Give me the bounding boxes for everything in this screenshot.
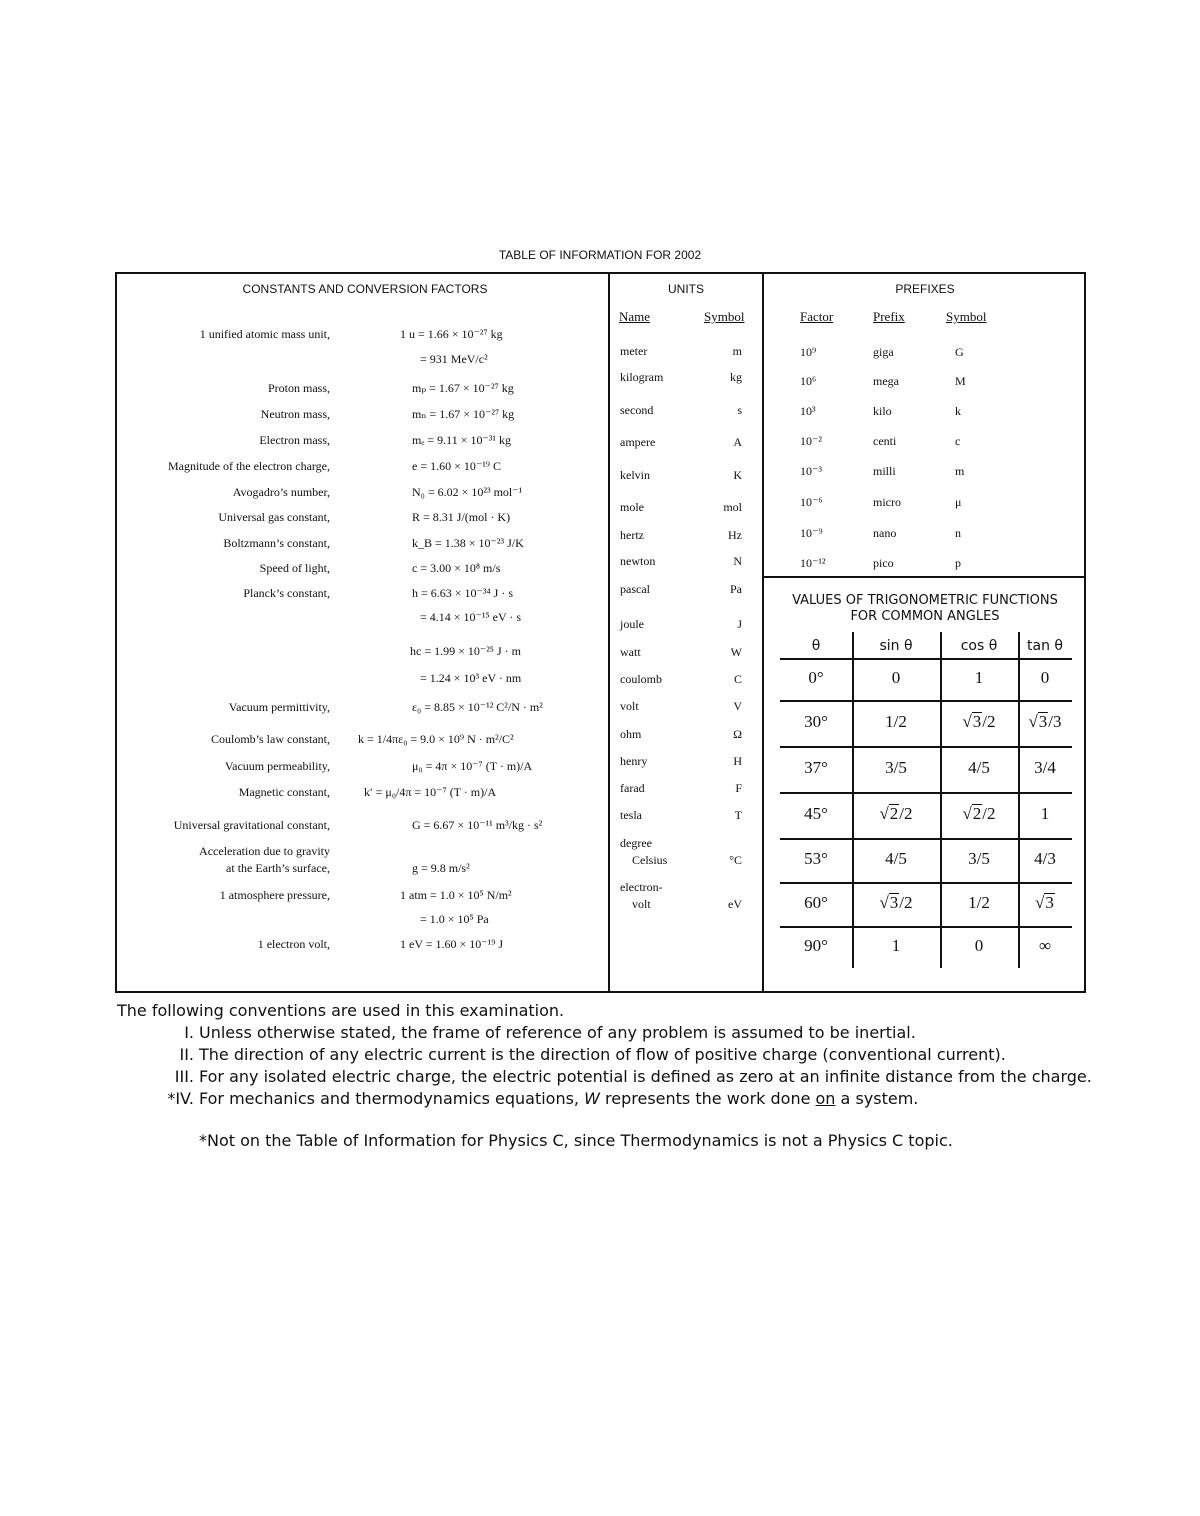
constant-label: 1 electron volt, xyxy=(257,937,330,951)
fraction-rest: /2 xyxy=(899,804,913,823)
unit-symbol: K xyxy=(733,468,742,482)
constant-label: Universal gravitational constant, xyxy=(173,818,330,832)
prefix-factor: 10⁶ xyxy=(800,374,817,388)
prefixes-col-factor: Factor xyxy=(800,309,834,324)
sqrt-symbol: √ xyxy=(879,893,889,912)
fraction-rest: /3 xyxy=(1048,712,1062,731)
divider-constants-units xyxy=(608,272,610,993)
unit-symbol: Hz xyxy=(728,528,742,542)
radicand: 3 xyxy=(1038,712,1048,731)
constant-label: Vacuum permittivity, xyxy=(228,700,330,714)
constant-label: Vacuum permeability, xyxy=(224,759,330,773)
units-col-symbol: Symbol xyxy=(704,309,745,324)
trig-cell: 1 xyxy=(1040,804,1050,823)
constant-label: Neutron mass, xyxy=(260,407,330,421)
conventions-intro: The following conventions are used in this examination. xyxy=(117,1001,565,1020)
conventions-footnote: *Not on the Table of Information for Physics C, since Thermodynamics is not a Physics C topic. xyxy=(199,1131,953,1150)
trig-cell: 37° xyxy=(804,758,828,777)
prefix-symbol: m xyxy=(955,464,965,478)
constant-value: ε₀ = 8.85 × 10⁻¹² C²/N · m² xyxy=(412,700,543,714)
prefix-name: mega xyxy=(873,374,899,388)
unit-name: kelvin xyxy=(620,468,650,482)
constant-value: g = 9.8 m/s² xyxy=(412,861,470,875)
prefix-symbol: G xyxy=(955,345,964,359)
radicand: 3 xyxy=(1045,893,1054,912)
constant-label: Magnitude of the electron charge, xyxy=(167,459,330,473)
constant-value: 1 atm = 1.0 × 10⁵ N/m² xyxy=(400,888,512,902)
trig-title-line2: FOR COMMON ANGLES xyxy=(850,609,1000,624)
trig-cell xyxy=(940,712,1018,732)
unit-symbol: m xyxy=(732,344,742,358)
trig-grid-line xyxy=(780,746,1072,748)
sqrt-symbol: √ xyxy=(962,712,972,731)
trig-cell: 3/5 xyxy=(968,849,990,868)
convention-text-mid: represents the work done xyxy=(605,1089,811,1108)
units-header: UNITS xyxy=(668,282,704,296)
constant-value: μ₀ = 4π × 10⁻⁷ (T · m)/A xyxy=(412,759,533,773)
trig-cell: 45° xyxy=(804,804,828,823)
constant-label: Universal gas constant, xyxy=(218,510,330,524)
constant-label: Coulomb’s law constant, xyxy=(211,732,330,746)
trig-title-line1: VALUES OF TRIGONOMETRIC FUNCTIONS xyxy=(792,593,1058,608)
fraction-rest: /2 xyxy=(899,893,913,912)
trig-cell: 0 xyxy=(974,936,984,955)
constant-value: mₑ = 9.11 × 10⁻³¹ kg xyxy=(412,433,512,447)
sqrt-symbol: √ xyxy=(1028,712,1038,731)
prefixes-header: PREFIXES xyxy=(895,282,955,296)
trig-cell: 30° xyxy=(804,712,828,731)
unit-name: coulomb xyxy=(620,672,662,686)
prefixes-col-symbol: Symbol xyxy=(946,309,987,324)
unit-symbol: kg xyxy=(730,370,742,384)
sqrt-symbol: √ xyxy=(879,804,889,823)
unit-symbol: F xyxy=(735,781,742,795)
prefix-name: micro xyxy=(873,495,901,509)
sqrt-symbol: √ xyxy=(1035,893,1045,912)
constant-value: hc = 1.99 × 10⁻²⁵ J · m xyxy=(410,644,521,658)
unit-symbol: W xyxy=(730,645,742,659)
unit-name: meter xyxy=(620,344,648,358)
convention-text-after: a system. xyxy=(840,1089,919,1108)
constant-label: Planck’s constant, xyxy=(243,586,330,600)
unit-name: farad xyxy=(620,781,645,795)
constant-label: Avogadro’s number, xyxy=(232,485,330,499)
trig-cell: 0 xyxy=(891,668,901,687)
trig-header: sin θ xyxy=(879,638,913,654)
trig-cell: ∞ xyxy=(1038,936,1052,955)
constant-label: Magnetic constant, xyxy=(238,785,330,799)
constant-label: 1 atmosphere pressure, xyxy=(219,888,330,902)
constant-value: = 1.0 × 10⁵ Pa xyxy=(420,912,489,926)
sqrt-symbol: √ xyxy=(962,804,972,823)
unit-name: henry xyxy=(620,754,648,768)
constant-label: at the Earth’s surface, xyxy=(226,861,330,875)
unit-name: pascal xyxy=(620,582,650,596)
constant-value: k_B = 1.38 × 10⁻²³ J/K xyxy=(412,536,524,550)
convention-item: For any isolated electric charge, the electric potential is defined as zero at an infinite distance from the charge. xyxy=(199,1067,1092,1086)
trig-grid-line xyxy=(780,700,1072,702)
unit-name: degree xyxy=(620,836,652,850)
convention-marker: I. xyxy=(184,1023,194,1042)
trig-cell: 1/2 xyxy=(968,893,990,912)
unit-symbol: eV xyxy=(728,897,742,911)
prefix-factor: 10³ xyxy=(800,404,816,418)
constant-value: = 931 MeV/c² xyxy=(420,352,488,366)
prefix-symbol: c xyxy=(955,434,961,448)
unit-name: watt xyxy=(620,645,641,659)
prefix-name: kilo xyxy=(873,404,892,418)
trig-cell: 3/4 xyxy=(1034,758,1056,777)
convention-text-before: For mechanics and thermodynamics equations, xyxy=(199,1089,580,1108)
trig-grid-line xyxy=(780,926,1072,928)
trig-cell xyxy=(852,893,940,913)
trig-grid-line xyxy=(780,658,1072,660)
prefix-name: nano xyxy=(873,526,897,540)
trig-cell xyxy=(852,804,940,824)
constant-value: = 4.14 × 10⁻¹⁵ eV · s xyxy=(420,610,522,624)
unit-symbol: V xyxy=(733,699,742,713)
trig-cell: 60° xyxy=(804,893,828,912)
trig-header: θ xyxy=(811,638,821,654)
unit-name: Celsius xyxy=(632,853,668,867)
constant-label: Acceleration due to gravity xyxy=(199,844,330,858)
convention-marker: III. xyxy=(174,1067,194,1086)
prefix-name: giga xyxy=(873,345,894,359)
radicand: 2 xyxy=(972,804,982,823)
unit-name: electron- xyxy=(620,880,663,894)
unit-symbol: H xyxy=(733,754,742,768)
divider-units-prefixes xyxy=(762,272,764,993)
unit-name: mole xyxy=(620,500,644,514)
unit-symbol: A xyxy=(733,435,742,449)
page-title: TABLE OF INFORMATION FOR 2002 xyxy=(498,248,702,262)
constant-value: k = 1/4πε₀ = 9.0 × 10⁹ N · m²/C² xyxy=(358,732,514,746)
unit-name: ohm xyxy=(620,727,642,741)
convention-variable: W xyxy=(584,1089,600,1108)
convention-emphasis: on xyxy=(815,1089,836,1108)
fraction-rest: /2 xyxy=(982,712,996,731)
prefix-symbol: μ xyxy=(955,495,962,509)
units-col-name: Name xyxy=(619,309,651,324)
radicand: 3 xyxy=(972,712,982,731)
constant-value: h = 6.63 × 10⁻³⁴ J · s xyxy=(412,586,513,600)
fraction-rest: /2 xyxy=(982,804,996,823)
unit-symbol: T xyxy=(734,808,742,822)
trig-cell xyxy=(940,804,1018,824)
constant-value: R = 8.31 J/(mol · K) xyxy=(412,510,511,524)
constant-value: = 1.24 × 10³ eV · nm xyxy=(420,671,522,685)
prefix-factor: 10⁻⁹ xyxy=(800,526,823,540)
unit-symbol: J xyxy=(737,617,742,631)
convention-item: The direction of any electric current is the direction of flow of positive charge (conventional current). xyxy=(199,1045,1006,1064)
constant-value: c = 3.00 × 10⁸ m/s xyxy=(412,561,501,575)
unit-symbol: Ω xyxy=(733,727,742,741)
prefix-name: centi xyxy=(873,434,897,448)
constant-value: 1 u = 1.66 × 10⁻²⁷ kg xyxy=(400,327,503,341)
constant-label: Speed of light, xyxy=(259,561,330,575)
unit-symbol: mol xyxy=(723,500,742,514)
convention-item xyxy=(199,1089,918,1108)
trig-grid-line xyxy=(780,838,1072,840)
unit-name: newton xyxy=(620,554,656,568)
unit-name: tesla xyxy=(620,808,642,822)
prefix-symbol: k xyxy=(955,404,961,418)
unit-symbol: C xyxy=(733,672,742,686)
prefix-symbol: n xyxy=(955,526,961,540)
constant-value: mₙ = 1.67 × 10⁻²⁷ kg xyxy=(412,407,515,421)
unit-name: second xyxy=(620,403,654,417)
radicand: 3 xyxy=(889,893,899,912)
trig-cell: 4/3 xyxy=(1034,849,1056,868)
constants-header: CONSTANTS AND CONVERSION FACTORS xyxy=(242,282,488,296)
convention-marker: II. xyxy=(179,1045,194,1064)
trig-cell: 4/5 xyxy=(885,849,907,868)
unit-symbol: s xyxy=(737,403,742,417)
trig-grid-line xyxy=(780,792,1072,794)
trig-cell: 1 xyxy=(891,936,901,955)
prefixes-col-prefix: Prefix xyxy=(873,309,905,324)
trig-cell xyxy=(1018,893,1072,913)
prefix-name: milli xyxy=(873,464,896,478)
trig-header: tan θ xyxy=(1027,638,1063,654)
constant-value: e = 1.60 × 10⁻¹⁹ C xyxy=(412,459,501,473)
constant-label: Electron mass, xyxy=(259,433,330,447)
constant-value: 1 eV = 1.60 × 10⁻¹⁹ J xyxy=(400,937,504,951)
unit-symbol: Pa xyxy=(730,582,742,596)
trig-cell: 0° xyxy=(808,668,824,687)
unit-name: joule xyxy=(620,617,644,631)
unit-symbol: N xyxy=(733,554,742,568)
trig-cell: 1 xyxy=(974,668,984,687)
unit-symbol: °C xyxy=(729,853,742,867)
trig-cell: 90° xyxy=(804,936,828,955)
constant-label: 1 unified atomic mass unit, xyxy=(199,327,330,341)
trig-header: cos θ xyxy=(960,638,998,654)
prefix-symbol: M xyxy=(955,374,966,388)
constant-label: Proton mass, xyxy=(267,381,330,395)
unit-name: volt xyxy=(632,897,651,911)
prefix-symbol: p xyxy=(955,556,961,570)
trig-cell xyxy=(1018,712,1072,732)
constant-value: mₚ = 1.67 × 10⁻²⁷ kg xyxy=(412,381,514,395)
trig-cell: 53° xyxy=(804,849,828,868)
unit-name: volt xyxy=(620,699,639,713)
constant-value: G = 6.67 × 10⁻¹¹ m³/kg · s² xyxy=(412,818,543,832)
constant-label: Boltzmann’s constant, xyxy=(223,536,330,550)
prefix-factor: 10⁹ xyxy=(800,345,817,359)
convention-marker: *IV. xyxy=(167,1089,194,1108)
constant-value: k′ = μ₀/4π = 10⁻⁷ (T · m)/A xyxy=(364,785,497,799)
constant-value: N₀ = 6.02 × 10²³ mol⁻¹ xyxy=(412,485,523,499)
trig-cell: 4/5 xyxy=(968,758,990,777)
divider-prefixes-trig xyxy=(762,576,1086,578)
prefix-factor: 10⁻³ xyxy=(800,464,822,478)
convention-item: Unless otherwise stated, the frame of reference of any problem is assumed to be inertial. xyxy=(199,1023,916,1042)
trig-cell: 0 xyxy=(1040,668,1050,687)
prefix-factor: 10⁻¹² xyxy=(800,556,826,570)
radicand: 2 xyxy=(889,804,899,823)
unit-name: hertz xyxy=(620,528,644,542)
trig-cell: 3/5 xyxy=(885,758,907,777)
trig-cell: 1/2 xyxy=(885,712,907,731)
unit-name: ampere xyxy=(620,435,656,449)
unit-name: kilogram xyxy=(620,370,664,384)
prefix-factor: 10⁻² xyxy=(800,434,822,448)
trig-grid-line xyxy=(780,882,1072,884)
prefix-name: pico xyxy=(873,556,894,570)
prefix-factor: 10⁻⁶ xyxy=(800,495,823,509)
